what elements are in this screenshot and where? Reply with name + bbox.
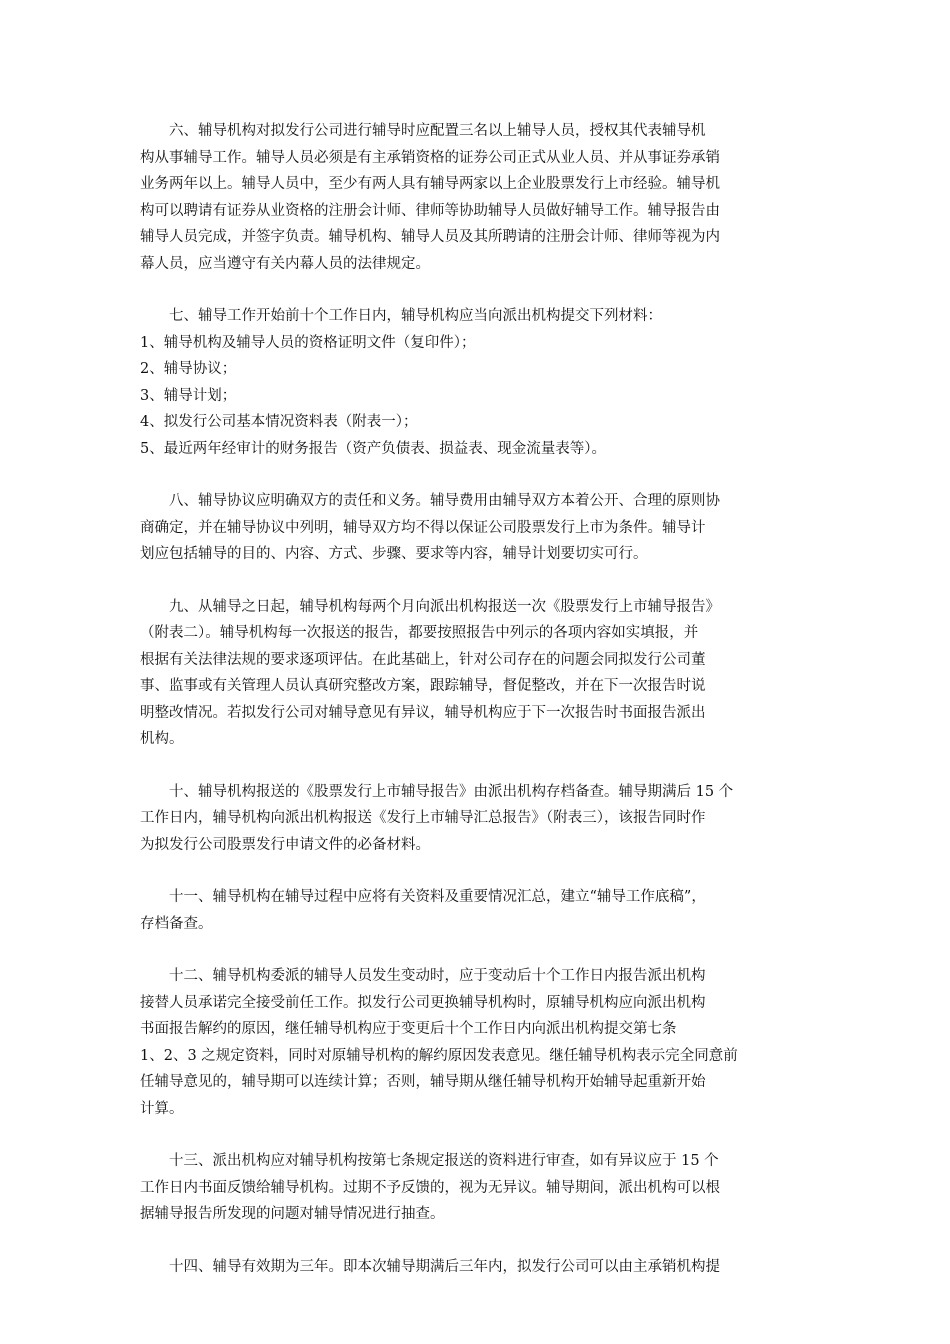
article-13-line: 据辅导报告所发现的问题对辅导情况进行抽查。 — [140, 1206, 445, 1222]
article-12-line: 书面报告解约的原因，继任辅导机构应于变更后十个工作日内向派出机构提交第七条 — [140, 1021, 677, 1037]
article-7-list-item: 1、辅导机构及辅导人员的资格证明文件（复印件）； — [140, 334, 476, 351]
article-8-line: 商确定，并在辅导协议中列明，辅导双方均不得以保证公司股票发行上市为条件。辅导计 — [140, 519, 706, 536]
article-9-line: （附表二）。辅导机构每一次报送的报告，都要按照报告中列示的各项内容如实填报，并 — [140, 625, 699, 641]
article-14-line: 十四、辅导有效期为三年。即本次辅导期满后三年内，拟发行公司可以由主承销机构提 — [169, 1258, 720, 1275]
article-13-line: 工作日内书面反馈给辅导机构。过期不予反馈的，视为无异议。辅导期间，派出机构可以根 — [140, 1179, 720, 1196]
article-12-line: 任辅导意见的，辅导期可以连续计算；否则，辅导期从继任辅导机构开始辅导起重新开始 — [140, 1074, 706, 1090]
article-11-line: 十一、辅导机构在辅导过程中应将有关资料及重要情况汇总，建立“辅导工作底稿”， — [169, 889, 706, 905]
article-6-line: 辅导人员完成，并签字负责。辅导机构、辅导人员及其所聘请的注册会计师、律师等视为内 — [140, 229, 720, 245]
article-9-line: 明整改情况。若拟发行公司对辅导意见有异议，辅导机构应于下一次报告时书面报告派出 — [140, 704, 706, 721]
article-8 — [140, 488, 810, 568]
article-12-line: 接替人员承诺完全接受前任工作。拟发行公司更换辅导机构时，原辅导机构应向派出机构 — [140, 994, 706, 1011]
article-14 — [140, 1254, 810, 1281]
article-8-line: 八、辅导协议应明确双方的责任和义务。辅导费用由辅导双方本着公开、合理的原则协 — [169, 493, 720, 509]
article-12-line: 十二、辅导机构委派的辅导人员发生变动时，应于变动后十个工作日内报告派出机构 — [169, 968, 706, 984]
article-7-list-item: 3、辅导计划； — [140, 387, 237, 404]
article-13-line: 十三、派出机构应对辅导机构按第七条规定报送的资料进行审查，如有异议应于 15 个 — [169, 1153, 719, 1169]
article-13 — [140, 1148, 810, 1228]
article-10-line: 十、辅导机构报送的《股票发行上市辅导报告》由派出机构存档备查。辅导期满后 15 个 — [169, 783, 734, 800]
article-6-line: 幕人员，应当遵守有关内幕人员的法律规定。 — [140, 255, 430, 272]
document-page — [140, 118, 810, 1280]
article-9 — [140, 594, 810, 753]
article-6 — [140, 118, 810, 277]
article-9-line: 九、从辅导之日起，辅导机构每两个月向派出机构报送一次《股票发行上市辅导报告》 — [169, 598, 720, 615]
article-12-line: 计算。 — [140, 1100, 184, 1117]
article-12-line: 1、2、3 之规定资料，同时对原辅导机构的解约原因发表意见。继任辅导机构表示完全同意前 — [140, 1047, 738, 1064]
article-12 — [140, 963, 810, 1122]
article-7 — [140, 303, 810, 462]
article-6-line: 构从事辅导工作。辅导人员必须是有主承销资格的证券公司正式从业人员、并从事证券承销 — [140, 149, 720, 166]
article-7-list-item: 5、最近两年经审计的财务报告（资产负债表、损益表、现金流量表等）。 — [140, 440, 606, 457]
article-8-line: 划应包括辅导的目的、内容、方式、步骤、要求等内容，辅导计划要切实可行。 — [140, 546, 648, 562]
article-7-heading: 七、辅导工作开始前十个工作日内，辅导机构应当向派出机构提交下列材料： — [169, 308, 662, 324]
article-7-list-item: 4、拟发行公司基本情况资料表（附表一）； — [140, 414, 418, 430]
article-10-line: 为拟发行公司股票发行申请文件的必备材料。 — [140, 836, 430, 853]
article-9-line: 机构。 — [140, 731, 184, 747]
article-11-line: 存档备查。 — [140, 915, 213, 932]
article-6-line: 六、辅导机构对拟发行公司进行辅导时应配置三名以上辅导人员，授权其代表辅导机 — [169, 123, 706, 139]
article-11 — [140, 884, 810, 937]
article-6-line: 构可以聘请有证券从业资格的注册会计师、律师等协助辅导人员做好辅导工作。辅导报告由 — [140, 202, 720, 219]
article-10-line: 工作日内，辅导机构向派出机构报送《发行上市辅导汇总报告》（附表三），该报告同时作 — [140, 810, 706, 826]
article-6-line: 业务两年以上。辅导人员中，至少有两人具有辅导两家以上企业股票发行上市经验。辅导机 — [140, 176, 720, 192]
article-10 — [140, 779, 810, 859]
article-9-line: 根据有关法律法规的要求逐项评估。在此基础上，针对公司存在的问题会同拟发行公司董 — [140, 651, 706, 668]
article-7-list-item: 2、辅导协议； — [140, 361, 237, 377]
article-9-line: 事、监事或有关管理人员认真研究整改方案，跟踪辅导，督促整改，并在下一次报告时说 — [140, 678, 706, 694]
